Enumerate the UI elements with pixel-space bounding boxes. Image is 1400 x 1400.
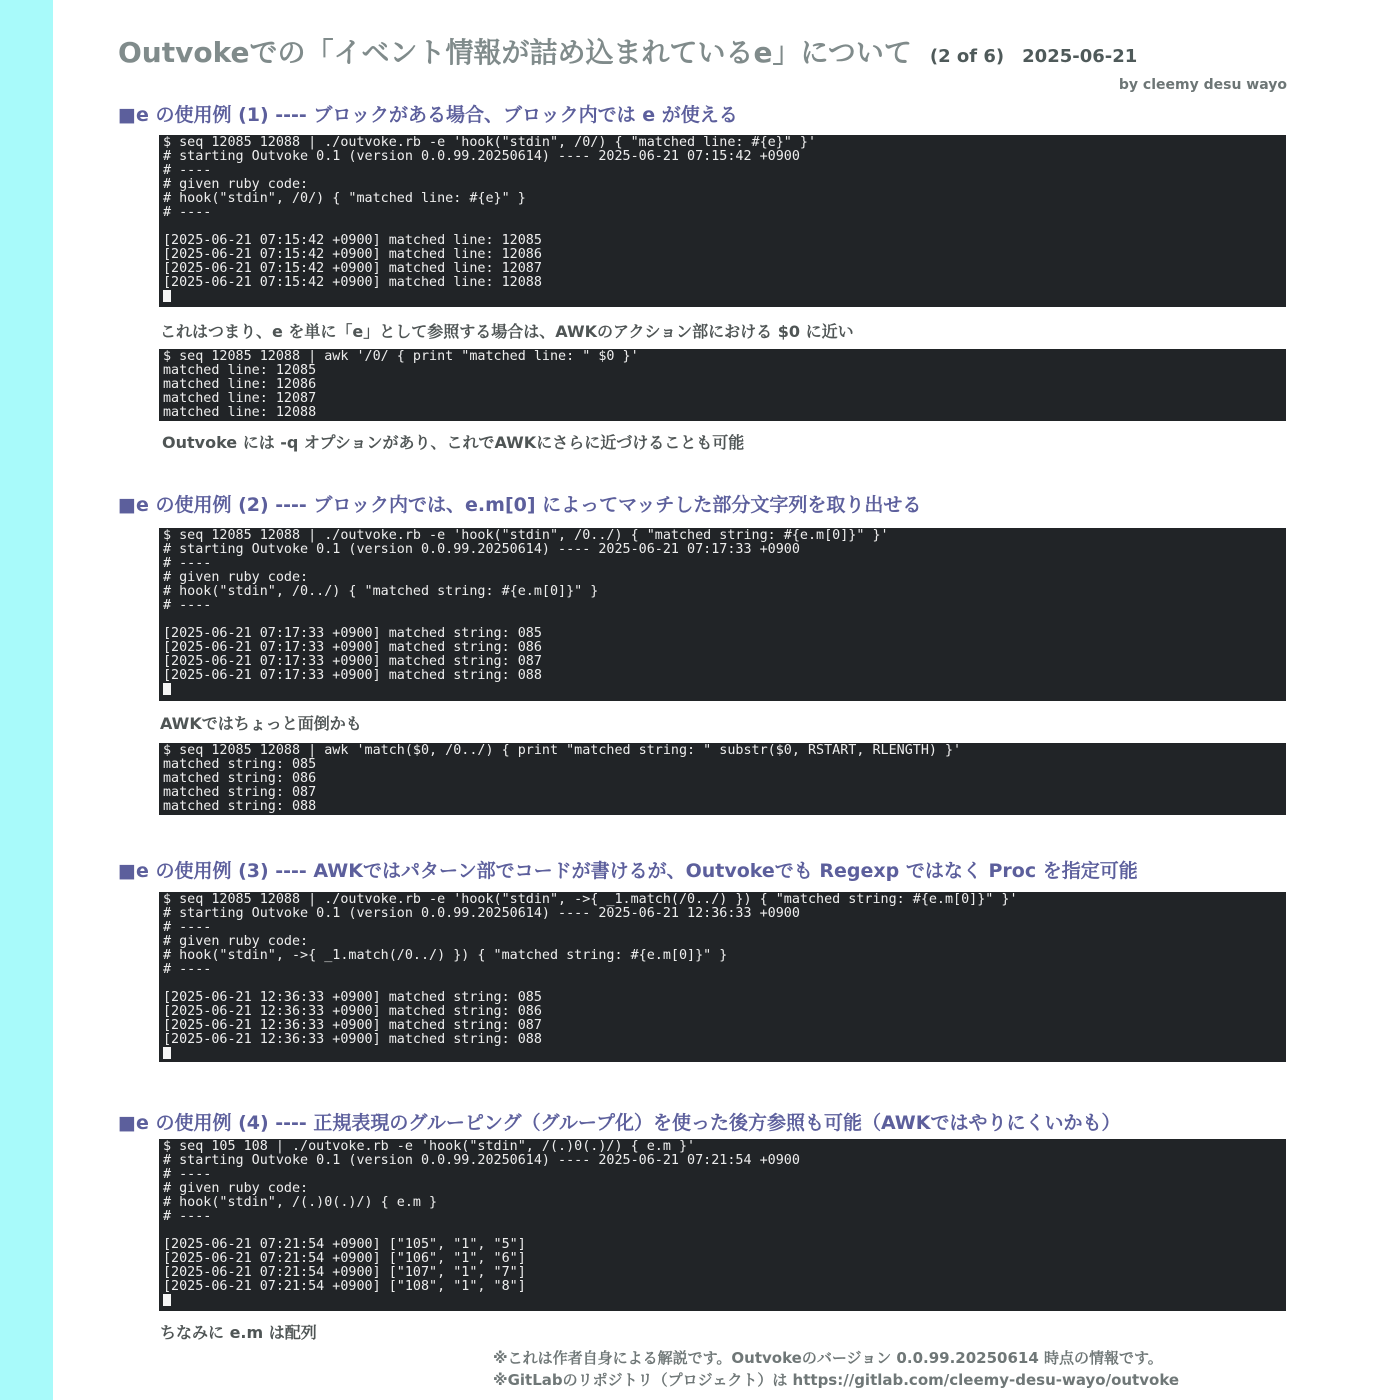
terminal-line: # hook("stdin", /0../) { "matched string: #{e.m[0]}" } — [163, 584, 599, 599]
terminal-line — [163, 613, 1286, 627]
terminal-block — [159, 528, 1286, 701]
terminal-cursor-line — [163, 290, 1286, 304]
terminal-line: # given ruby code: — [163, 1181, 309, 1196]
title-text: Outvokeでの「イベント情報が詰め込まれているe」について — [118, 36, 912, 69]
terminal-line: $ seq 12085 12088 | ./outvoke.rb -e 'hook("stdin", ->{ _1.match(/0../) }) { "matched string: #{e.m[0]}" }' — [163, 892, 1018, 907]
section-2-note: AWKではちょっと面倒かも — [160, 714, 362, 733]
terminal-block — [159, 743, 1286, 815]
section-1-heading: ■e の使用例 (1) ---- ブロックがある場合、ブロック内では e が使える — [118, 104, 738, 126]
terminal-block — [159, 892, 1286, 1062]
page-indicator: (2 of 6) — [929, 46, 1005, 67]
terminal-line: # given ruby code: — [163, 177, 309, 192]
terminal-line: [2025-06-21 12:36:33 +0900] matched string: 087 — [163, 1018, 542, 1033]
terminal-line: [2025-06-21 07:17:33 +0900] matched string: 087 — [163, 654, 542, 669]
terminal-cursor-line — [163, 1294, 1286, 1308]
terminal-line: matched string: 086 — [163, 771, 317, 786]
terminal-line: $ seq 12085 12088 | awk 'match($0, /0../) { print "matched string: " substr($0, RSTART, RLENGTH) }' — [163, 743, 962, 758]
terminal-block — [159, 135, 1286, 307]
terminal-line: $ seq 12085 12088 | ./outvoke.rb -e 'hook("stdin", /0../) { "matched string: #{e.m[0]}" }' — [163, 528, 889, 543]
terminal-line — [163, 1224, 1286, 1238]
terminal-line: matched line: 12085 — [163, 363, 317, 378]
terminal-line: [2025-06-21 12:36:33 +0900] matched string: 085 — [163, 990, 542, 1005]
terminal-line: [2025-06-21 07:15:42 +0900] matched line: 12086 — [163, 247, 542, 262]
section-1-note-2: Outvoke には -q オプションがあり、これでAWKにさらに近づけることも可能 — [162, 433, 745, 452]
terminal-line: [2025-06-21 07:17:33 +0900] matched string: 086 — [163, 640, 542, 655]
terminal-line: matched line: 12087 — [163, 391, 317, 406]
terminal-line: [2025-06-21 07:21:54 +0900] ["108", "1", "8"] — [163, 1279, 526, 1294]
terminal-line: matched string: 088 — [163, 799, 317, 814]
terminal-line: [2025-06-21 07:15:42 +0900] matched line: 12085 — [163, 233, 542, 248]
terminal-cursor — [163, 1047, 171, 1059]
terminal-line: # ---- — [163, 598, 212, 613]
terminal-cursor-line — [163, 1047, 1286, 1061]
terminal-line: # starting Outvoke 0.1 (version 0.0.99.20250614) ---- 2025-06-21 07:17:33 +0900 — [163, 542, 800, 557]
terminal-line: # ---- — [163, 1209, 212, 1224]
terminal-line — [163, 220, 1286, 234]
footer-note: ※これは作者自身による解説です。Outvokeのバージョン 0.0.99.20250614 時点の情報です。 — [493, 1349, 1163, 1367]
terminal-line: # ---- — [163, 962, 212, 977]
terminal-line: $ seq 12085 12088 | awk '/0/ { print "matched line: " $0 }' — [163, 349, 639, 364]
terminal-line: [2025-06-21 07:21:54 +0900] ["105", "1", "5"] — [163, 1237, 526, 1252]
terminal-line: # starting Outvoke 0.1 (version 0.0.99.20250614) ---- 2025-06-21 07:15:42 +0900 — [163, 149, 800, 164]
author-label: by cleemy desu wayo — [1118, 77, 1287, 93]
terminal-line: matched string: 087 — [163, 785, 317, 800]
page-title — [118, 31, 1137, 71]
section-1-note: これはつまり、e を単に「e」として参照する場合は、AWKのアクション部における $0 に近い — [160, 322, 854, 341]
section-3-heading: ■e の使用例 (3) ---- AWKではパターン部でコードが書けるが、Outvokeでも Regexp ではなく Proc を指定可能 — [118, 860, 1138, 882]
terminal-line: # ---- — [163, 205, 212, 220]
date-label: 2025-06-21 — [1022, 46, 1138, 67]
terminal-cursor — [163, 1294, 171, 1306]
terminal-line: [2025-06-21 07:21:54 +0900] ["106", "1", "6"] — [163, 1251, 526, 1266]
terminal-line: $ seq 105 108 | ./outvoke.rb -e 'hook("stdin", /(.)0(.)/) { e.m }' — [163, 1139, 696, 1154]
terminal-line: [2025-06-21 07:15:42 +0900] matched line: 12088 — [163, 275, 542, 290]
terminal-cursor — [163, 683, 171, 695]
terminal-line: # hook("stdin", /0/) { "matched line: #{e}" } — [163, 191, 526, 206]
terminal-block — [159, 1139, 1286, 1311]
terminal-cursor-line — [163, 683, 1286, 697]
terminal-line: # starting Outvoke 0.1 (version 0.0.99.20250614) ---- 2025-06-21 07:21:54 +0900 — [163, 1153, 800, 1168]
section-2-heading: ■e の使用例 (2) ---- ブロック内では、e.m[0] によってマッチした部分文字列を取り出せる — [118, 494, 922, 516]
terminal-line: # ---- — [163, 920, 212, 935]
left-accent-bar — [0, 0, 53, 1400]
terminal-line: [2025-06-21 07:15:42 +0900] matched line: 12087 — [163, 261, 542, 276]
terminal-line: # ---- — [163, 163, 212, 178]
terminal-block — [159, 349, 1286, 421]
terminal-line: matched line: 12088 — [163, 405, 317, 420]
terminal-line: # ---- — [163, 1167, 212, 1182]
terminal-line: [2025-06-21 07:21:54 +0900] ["107", "1", "7"] — [163, 1265, 526, 1280]
terminal-line: [2025-06-21 07:17:33 +0900] matched string: 088 — [163, 668, 542, 683]
terminal-line: [2025-06-21 12:36:33 +0900] matched string: 086 — [163, 1004, 542, 1019]
terminal-line: # given ruby code: — [163, 934, 309, 949]
footer-repository-note: ※GitLabのリポジトリ（プロジェクト）は https://gitlab.com/cleemy-desu-wayo/outvoke — [493, 1371, 1180, 1389]
terminal-line: matched line: 12086 — [163, 377, 317, 392]
terminal-line: # starting Outvoke 0.1 (version 0.0.99.20250614) ---- 2025-06-21 12:36:33 +0900 — [163, 906, 800, 921]
terminal-line: $ seq 12085 12088 | ./outvoke.rb -e 'hook("stdin", /0/) { "matched line: #{e}" }' — [163, 135, 817, 150]
section-4-heading: ■e の使用例 (4) ---- 正規表現のグルーピング（グループ化）を使った後方参照も可能（AWKではやりにくいかも） — [118, 1112, 1121, 1134]
terminal-line: # ---- — [163, 556, 212, 571]
terminal-line — [163, 977, 1286, 991]
terminal-line: matched string: 085 — [163, 757, 317, 772]
terminal-line: # hook("stdin", /(.)0(.)/) { e.m } — [163, 1195, 438, 1210]
section-4-note: ちなみに e.m は配列 — [160, 1323, 317, 1342]
terminal-line: # hook("stdin", ->{ _1.match(/0../) }) { "matched string: #{e.m[0]}" } — [163, 948, 728, 963]
terminal-line: # given ruby code: — [163, 570, 309, 585]
terminal-line: [2025-06-21 12:36:33 +0900] matched string: 088 — [163, 1032, 542, 1047]
terminal-line: [2025-06-21 07:17:33 +0900] matched string: 085 — [163, 626, 542, 641]
terminal-cursor — [163, 290, 171, 302]
